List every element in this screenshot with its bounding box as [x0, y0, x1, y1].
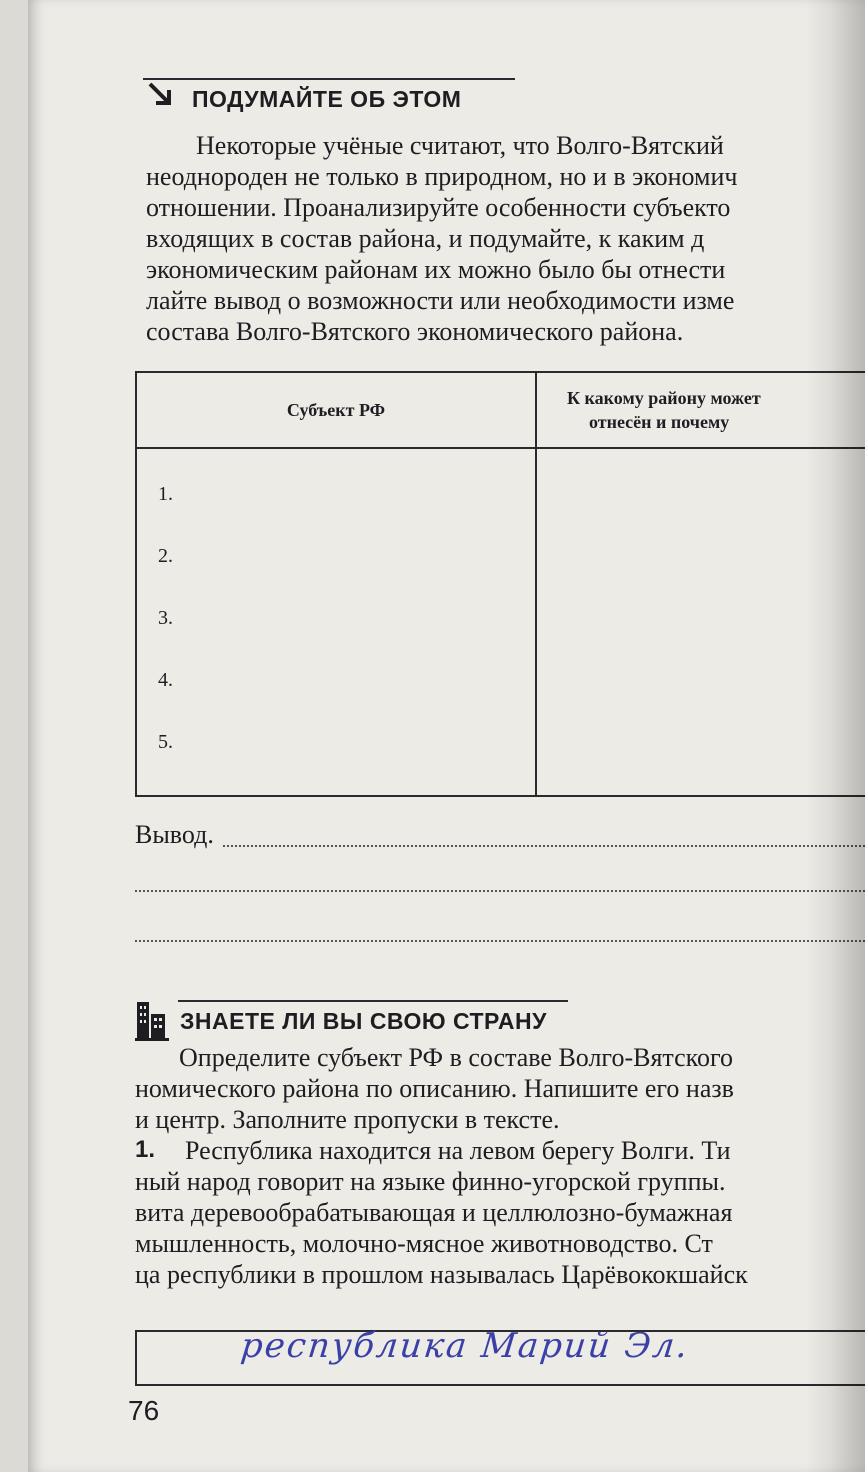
conclusion-line[interactable] [135, 890, 865, 892]
paragraph-line: экономическим районам их можно было бы отнести [146, 255, 726, 284]
conclusion-label: Вывод. [135, 820, 214, 849]
paragraph-line: ца республики в прошлом называлась Царёвококшайск [135, 1260, 748, 1289]
paragraph-line: Некоторые учёные считают, что Волго-Вятский [196, 131, 724, 160]
header-line: К какому району может [567, 388, 761, 408]
section-heading-know-country: ЗНАЕТЕ ЛИ ВЫ СВОЮ СТРАНУ [180, 1008, 547, 1034]
table-header-district [536, 372, 865, 448]
row-number: 4. [158, 669, 173, 691]
paragraph-line: Республика находится на левом берегу Волги. Ти [185, 1136, 731, 1165]
table-cell-district[interactable] [536, 448, 865, 796]
think-paragraph [146, 130, 865, 347]
buildings-icon [134, 1000, 172, 1044]
paragraph-line: лайте вывод о возможности или необходимости изме [146, 286, 735, 315]
row-number: 3. [158, 607, 173, 629]
conclusion-line[interactable] [135, 940, 865, 942]
paragraph-line: ный народ говорит на языке финно-угорской группы. [135, 1167, 726, 1196]
conclusion-line[interactable] [223, 845, 865, 847]
arrow-down-right-icon [146, 80, 176, 110]
subjects-table [135, 371, 865, 797]
section-top-rule [143, 78, 515, 80]
row-number: 1. [158, 483, 173, 505]
item-number: 1. [135, 1136, 156, 1163]
know-country-intro [135, 1042, 865, 1135]
paragraph-line: входящих в состав района, и подумайте, к каким д [146, 224, 705, 253]
paragraph-line: отношении. Проанализируйте особенности субъекто [146, 193, 731, 222]
handwritten-answer: республика Марий Эл. [238, 1326, 692, 1366]
paragraph-line: неоднороден не только в природном, но и в экономич [146, 162, 738, 191]
paragraph-line: состава Волго-Вятского экономического района. [146, 317, 684, 346]
section-heading-think: ПОДУМАЙТЕ ОБ ЭТОМ [192, 86, 462, 112]
header-line: отнесён и почему [589, 412, 730, 432]
table-cell-subjects[interactable] [136, 448, 536, 796]
paragraph-line: мышленность, молочно-мясное животноводство. Ст [135, 1229, 713, 1258]
paragraph-line: номического района по описанию. Напишите его назв [135, 1074, 734, 1103]
table-header-subject: Субъект РФ [136, 372, 536, 448]
paragraph-line: Определите субъект РФ в составе Волго-Вятского [179, 1043, 733, 1072]
paragraph-line: вита деревообрабатывающая и целлюлозно-бумажная [135, 1198, 733, 1227]
page-number: 76 [128, 1395, 160, 1426]
row-number: 2. [158, 545, 173, 567]
paragraph-line: и центр. Заполните пропуски в тексте. [135, 1105, 560, 1134]
section-top-rule [178, 1000, 568, 1002]
item-description [135, 1135, 865, 1290]
row-number: 5. [158, 731, 173, 753]
workbook-page [28, 0, 865, 1472]
